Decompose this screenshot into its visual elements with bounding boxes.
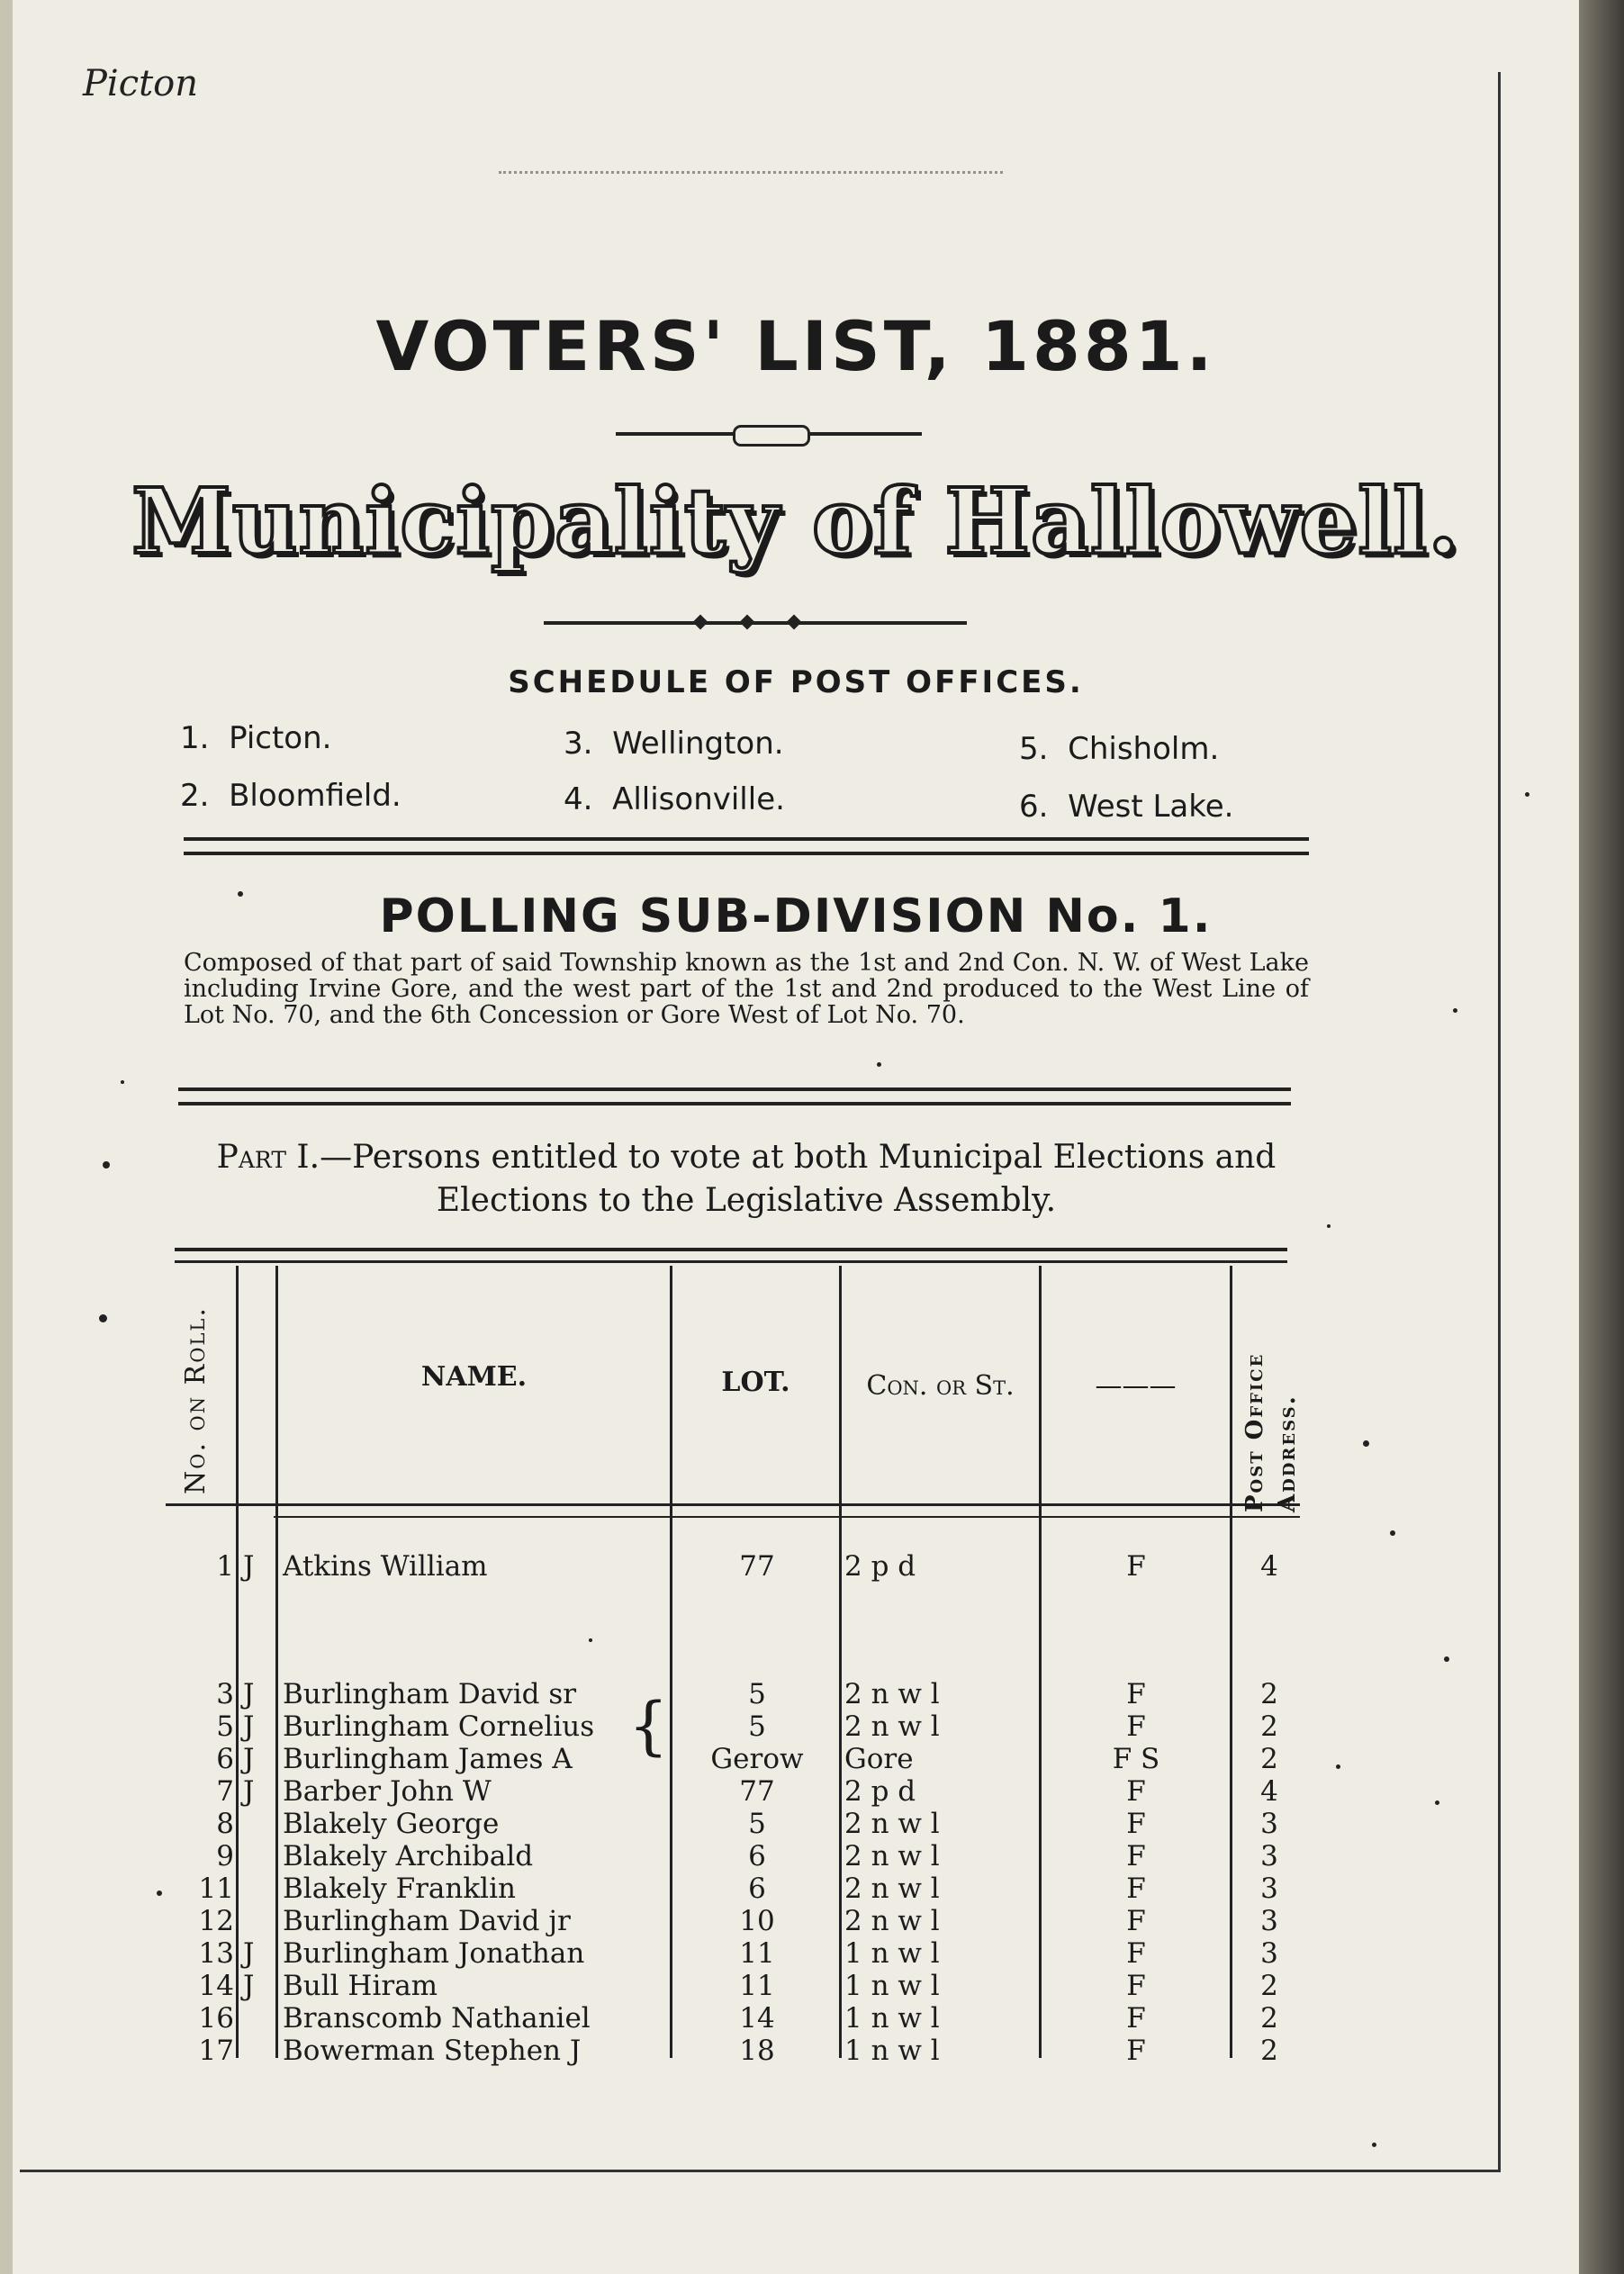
book-binding-edge — [1579, 0, 1624, 2274]
cell-post: 2 — [1260, 1743, 1278, 1775]
post-office-item — [1019, 731, 1219, 767]
cell-roll: 3 — [216, 1678, 234, 1710]
cell-roll: 6 — [216, 1743, 234, 1775]
cell-roll: 8 — [216, 1808, 234, 1840]
cell-post: 4 — [1260, 1775, 1278, 1808]
cell-post: 3 — [1260, 1937, 1278, 1970]
print-speck — [1444, 1656, 1449, 1662]
cell-j: J — [243, 1937, 255, 1970]
cell-lot: 5 — [748, 1808, 766, 1840]
cell-roll: 7 — [216, 1775, 234, 1808]
cell-post: 2 — [1260, 1970, 1278, 2002]
cell-roll: 11 — [198, 1872, 234, 1905]
header-name: NAME. — [420, 1361, 528, 1393]
cell-con: 2 n w l — [844, 1710, 940, 1743]
cell-lot: Gerow — [710, 1743, 804, 1775]
cell-con: 1 n w l — [844, 2002, 940, 2035]
cell-post: 3 — [1260, 1808, 1278, 1840]
print-speck — [1435, 1800, 1439, 1805]
cell-name: Bowerman Stephen J — [283, 2035, 582, 2067]
header-blank: ——— — [1095, 1370, 1177, 1402]
schedule-heading: SCHEDULE OF POST OFFICES. — [508, 664, 1084, 700]
cell-flag: F — [1126, 2002, 1146, 2035]
print-speck — [1390, 1530, 1395, 1536]
print-speck — [1363, 1440, 1369, 1447]
cell-flag: F S — [1112, 1743, 1160, 1775]
table-top-rule — [175, 1248, 1287, 1251]
post-office-number: 2. — [180, 778, 210, 814]
cell-flag: F — [1126, 1678, 1146, 1710]
cell-name: Burlingham Cornelius — [283, 1710, 595, 1743]
ornament-center — [733, 425, 810, 447]
cell-roll: 13 — [198, 1937, 234, 1970]
cell-name: Burlingham David sr — [283, 1678, 577, 1710]
municipality-title: Municipality of Hallowell. — [131, 468, 1460, 574]
cell-roll: 1 — [216, 1550, 234, 1583]
header-bottom-rule — [274, 1516, 1300, 1518]
cell-lot: 5 — [748, 1678, 766, 1710]
cell-flag: F — [1126, 1775, 1146, 1808]
cell-post: 2 — [1260, 1710, 1278, 1743]
post-office-name: Bloomfield. — [229, 778, 401, 814]
double-rule — [178, 1087, 1291, 1091]
cell-con: 2 n w l — [844, 1840, 940, 1872]
cell-name: Barber John W — [283, 1775, 492, 1808]
part-heading — [175, 1136, 1318, 1223]
cell-lot: 14 — [739, 2002, 775, 2035]
cell-flag: F — [1126, 1808, 1146, 1840]
double-rule — [178, 1102, 1291, 1105]
cell-name: Burlingham James A — [283, 1743, 573, 1775]
print-speck — [1327, 1224, 1331, 1228]
print-speck — [1372, 2143, 1376, 2147]
header-bottom-rule — [166, 1503, 1300, 1506]
double-rule — [184, 837, 1309, 841]
print-speck — [99, 1314, 107, 1322]
cell-flag: F — [1126, 1840, 1146, 1872]
cell-j: J — [243, 1775, 255, 1808]
faded-print-marks — [499, 171, 1003, 185]
cell-name: Blakely Archibald — [283, 1840, 534, 1872]
post-office-name: Wellington. — [612, 726, 784, 762]
post-office-name: West Lake. — [1068, 789, 1234, 825]
division-heading: POLLING SUB-DIVISION No. 1. — [379, 889, 1213, 943]
cell-j: J — [243, 1550, 255, 1583]
cell-j: J — [243, 1743, 255, 1775]
post-office-item — [180, 778, 401, 814]
part-label: Part I. — [216, 1139, 320, 1176]
cell-name: Branscomb Nathaniel — [283, 2002, 591, 2035]
cell-flag: F — [1126, 1937, 1146, 1970]
cell-name: Atkins William — [283, 1550, 488, 1583]
cell-j: J — [243, 1710, 255, 1743]
cell-flag: F — [1126, 1970, 1146, 2002]
cell-roll: 14 — [198, 1970, 234, 2002]
print-speck — [1336, 1764, 1340, 1769]
post-office-item — [1019, 789, 1233, 825]
post-office-number: 4. — [564, 781, 593, 817]
cell-lot: 5 — [748, 1710, 766, 1743]
cell-con: 2 n w l — [844, 1808, 940, 1840]
cell-post: 3 — [1260, 1840, 1278, 1872]
print-speck — [1525, 792, 1529, 797]
table-top-rule — [175, 1260, 1287, 1263]
print-speck — [589, 1638, 592, 1642]
cell-con: 2 p d — [844, 1775, 916, 1808]
cell-con: 2 n w l — [844, 1905, 940, 1937]
cell-name: Blakely Franklin — [283, 1872, 516, 1905]
print-speck — [157, 1890, 162, 1896]
cell-name: Blakely George — [283, 1808, 500, 1840]
cell-post: 3 — [1260, 1872, 1278, 1905]
post-office-number: 3. — [564, 726, 593, 762]
post-office-name: Picton. — [229, 720, 332, 756]
header-concession: Con. or St. — [866, 1370, 1015, 1402]
cell-post: 2 — [1260, 2035, 1278, 2067]
ornament-rule-bottom — [544, 621, 967, 625]
cell-con: 2 n w l — [844, 1678, 940, 1710]
cell-con: Gore — [844, 1743, 914, 1775]
double-rule — [184, 852, 1309, 855]
post-office-number: 1. — [180, 720, 210, 756]
cell-post: 2 — [1260, 2002, 1278, 2035]
cell-roll: 17 — [198, 2035, 234, 2067]
cell-flag: F — [1126, 1710, 1146, 1743]
cell-lot: 77 — [739, 1550, 775, 1583]
cell-roll: 5 — [216, 1710, 234, 1743]
print-speck — [103, 1161, 110, 1169]
cell-lot: 6 — [748, 1872, 766, 1905]
cell-con: 2 p d — [844, 1550, 916, 1583]
cell-flag: F — [1126, 1905, 1146, 1937]
column-divider — [236, 1266, 239, 2058]
post-office-name: Chisholm. — [1068, 731, 1220, 767]
post-office-item — [180, 720, 331, 756]
print-speck — [1453, 1008, 1457, 1013]
post-office-number: 6. — [1019, 789, 1049, 825]
cell-name: Burlingham David jr — [283, 1905, 571, 1937]
cell-post: 3 — [1260, 1905, 1278, 1937]
cell-lot: 6 — [748, 1840, 766, 1872]
header-roll-number: No. on Roll. — [180, 1306, 212, 1494]
post-office-item — [564, 726, 784, 762]
part-text: —Persons entitled to vote at both Municipal Elections and Elections to the Legislative Assembly. — [320, 1139, 1277, 1219]
cell-con: 1 n w l — [844, 1970, 940, 2002]
cell-post: 2 — [1260, 1678, 1278, 1710]
cell-roll: 9 — [216, 1840, 234, 1872]
division-description: Composed of that part of said Township known as the 1st and 2nd Con. N. W. of West Lake including Irvine Gore, and the west part of the 1st and 2nd produced to the West Line of Lot No. 70, and the 6th Concession or Gore West of Lot No. 70. — [184, 949, 1309, 1029]
bracket-mark: { — [628, 1689, 669, 1763]
document-page — [13, 0, 1579, 2274]
header-post-office: Post Office Address. — [1241, 1352, 1301, 1512]
cell-name: Burlingham Jonathan — [283, 1937, 585, 1970]
post-office-number: 5. — [1019, 731, 1049, 767]
cell-j: J — [243, 1678, 255, 1710]
cell-flag: F — [1126, 1550, 1146, 1583]
cell-lot: 11 — [739, 1970, 775, 2002]
cell-con: 1 n w l — [844, 2035, 940, 2067]
column-divider — [1230, 1266, 1232, 2058]
cell-lot: 11 — [739, 1937, 775, 1970]
print-speck — [877, 1062, 881, 1067]
list-title: VOTERS' LIST, 1881. — [375, 306, 1216, 386]
header-lot: LOT. — [721, 1367, 790, 1398]
print-speck — [238, 891, 243, 897]
cell-flag: F — [1126, 2035, 1146, 2067]
cell-con: 2 n w l — [844, 1872, 940, 1905]
cell-post: 4 — [1260, 1550, 1278, 1583]
cell-roll: 12 — [198, 1905, 234, 1937]
cell-lot: 18 — [739, 2035, 775, 2067]
cell-flag: F — [1126, 1872, 1146, 1905]
cell-lot: 10 — [739, 1905, 775, 1937]
print-speck — [121, 1080, 124, 1084]
handwritten-annotation: Picton — [83, 63, 199, 104]
post-office-name: Allisonville. — [612, 781, 785, 817]
cell-lot: 77 — [739, 1775, 775, 1808]
post-office-item — [564, 781, 785, 817]
cell-con: 1 n w l — [844, 1937, 940, 1970]
cell-roll: 16 — [198, 2002, 234, 2035]
cell-name: Bull Hiram — [283, 1970, 438, 2002]
cell-j: J — [243, 1970, 255, 2002]
